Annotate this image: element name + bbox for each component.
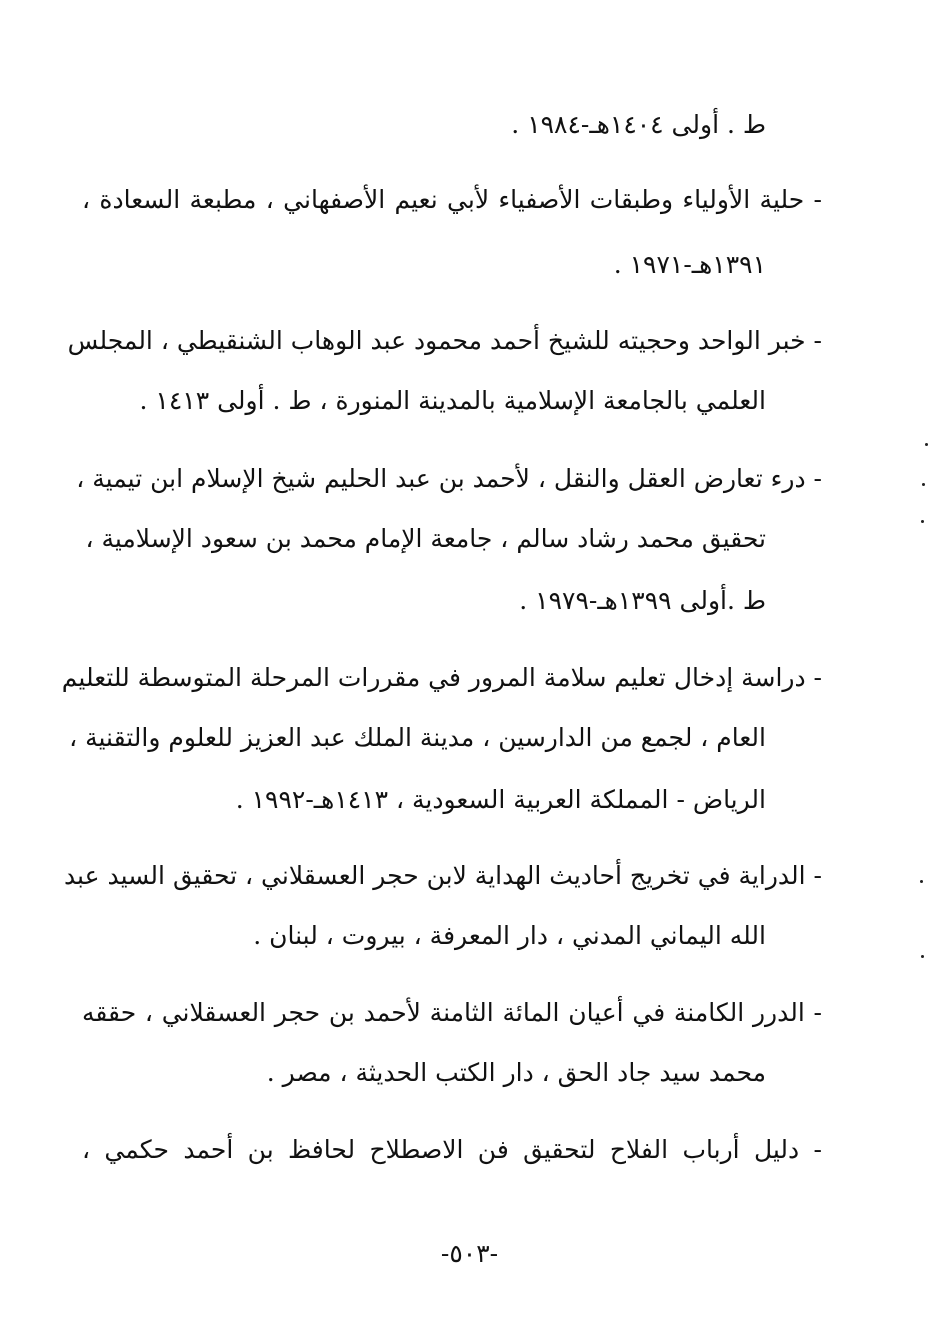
text-line: - درء تعارض العقل والنقل ، لأحمد بن عبد الحليم شيخ الإسلام ابن تيمية ، bbox=[76, 464, 822, 493]
scan-speck bbox=[920, 880, 923, 883]
text-line: - الدرر الكامنة في أعيان المائة الثامنة لأحمد بن حجر العسقلاني ، حققه bbox=[82, 998, 822, 1027]
scan-speck bbox=[922, 483, 925, 486]
page-number: -٥٠٣- bbox=[440, 1239, 499, 1268]
text-line: - دراسة إدخال تعليم سلامة المرور في مقررات المرحلة المتوسطة للتعليم bbox=[61, 663, 822, 692]
text-line: - دليل أرباب الفلاح لتحقيق فن الاصطلاح لحافظ بن أحمد حكمي ، bbox=[82, 1135, 822, 1164]
text-line: ط .أولى ١٣٩٩هـ-١٩٧٩ . bbox=[519, 586, 766, 615]
scan-speck bbox=[921, 955, 924, 958]
text-line: - خبر الواحد وحجيته للشيخ أحمد محمود عبد الوهاب الشنقيطي ، المجلس bbox=[67, 326, 822, 355]
scan-speck bbox=[921, 520, 924, 523]
text-line: العام ، لجمع من الدارسين ، مدينة الملك عبد العزيز للعلوم والتقنية ، bbox=[69, 723, 766, 752]
text-line: الله اليماني المدني ، دار المعرفة ، بيروت ، لبنان . bbox=[253, 921, 766, 950]
text-line: ط . أولى ١٤٠٤هـ-١٩٨٤ . bbox=[511, 110, 766, 139]
text-line: العلمي بالجامعة الإسلامية بالمدينة المنورة ، ط . أولى ١٤١٣ . bbox=[139, 386, 766, 415]
text-line: - الدراية في تخريج أحاديث الهداية لابن حجر العسقلاني ، تحقيق السيد عبد bbox=[63, 861, 822, 890]
scan-speck bbox=[925, 443, 928, 446]
text-line: تحقيق محمد رشاد سالم ، جامعة الإمام محمد بن سعود الإسلامية ، bbox=[85, 524, 766, 553]
text-line: الرياض - المملكة العربية السعودية ، ١٤١٣هـ-١٩٩٢ . bbox=[235, 785, 766, 814]
text-line: محمد سيد جاد الحق ، دار الكتب الحديثة ، مصر . bbox=[266, 1058, 766, 1087]
text-line: ١٣٩١هـ-١٩٧١ . bbox=[613, 250, 766, 279]
text-line: - حلية الأولياء وطبقات الأصفياء لأبي نعيم الأصفهاني ، مطبعة السعادة ، bbox=[82, 185, 822, 214]
